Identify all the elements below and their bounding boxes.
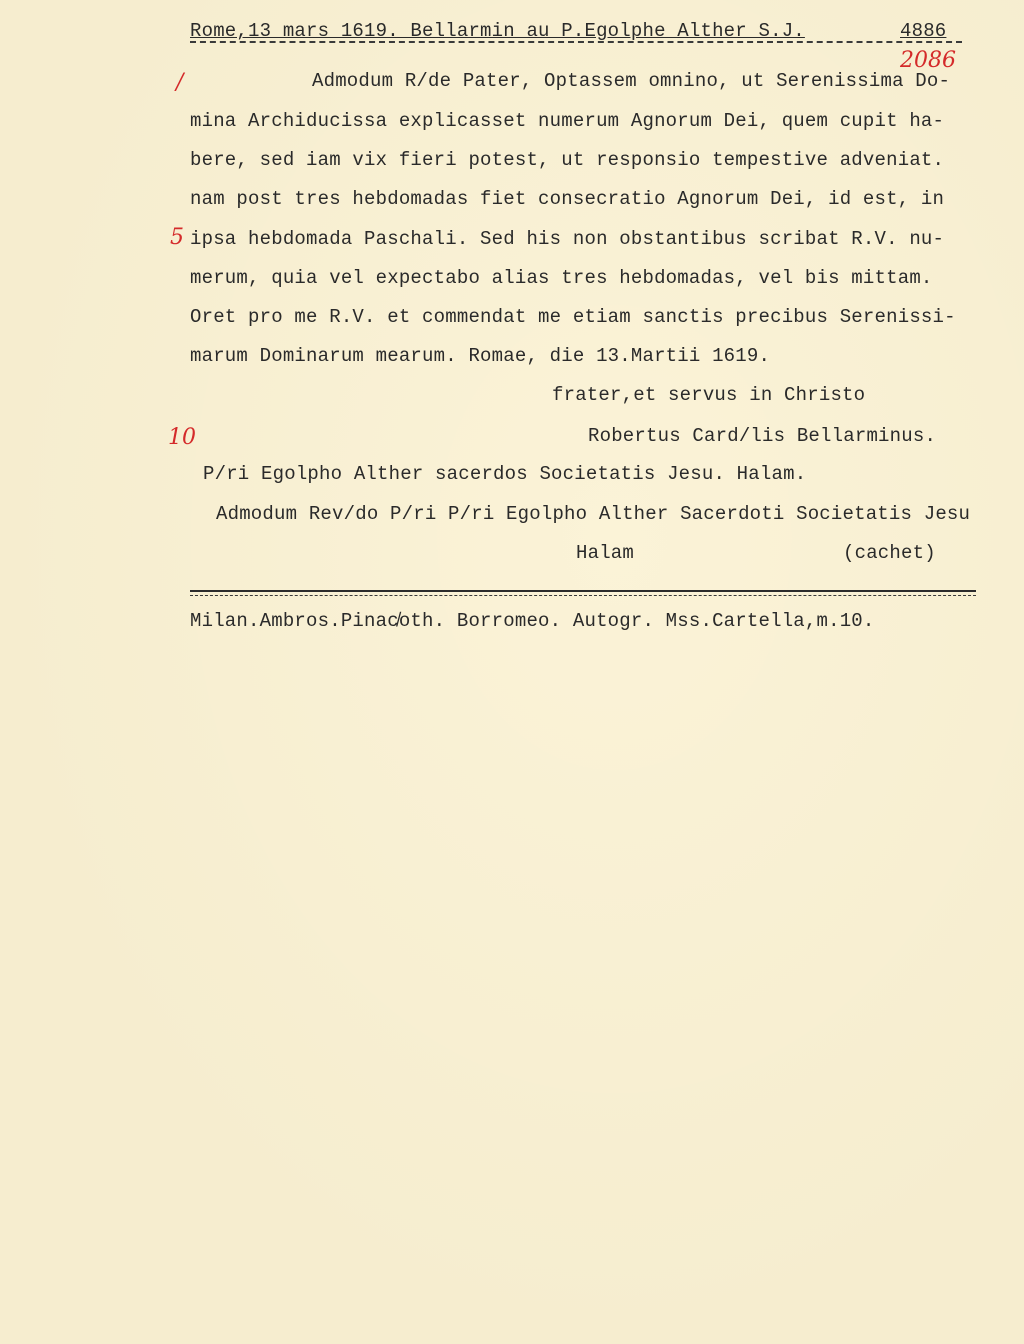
address-line-1: P/ri Egolpho Alther sacerdos Societatis Jesu. Halam. — [203, 463, 807, 485]
body-line-5: ipsa hebdomada Paschali. Sed his non obstantibus scribat R.V. nu- — [190, 228, 945, 250]
header-title: Rome,13 mars 1619. Bellarmin au P.Egolphe Alther S.J. — [190, 20, 805, 42]
header-dashed-underline — [190, 41, 962, 43]
margin-mark-line-5: 5 — [170, 225, 184, 250]
separator-rule-dashed — [190, 595, 976, 596]
body-line-8: marum Dominarum mearum. Romae, die 13.Martii 1619. — [190, 345, 771, 367]
margin-mark-line-1: / — [176, 70, 184, 95]
body-line-2: mina Archiducissa explicasset numerum Agnorum Dei, quem cupit ha- — [190, 110, 945, 132]
handwritten-page-number: 2086 — [900, 48, 956, 73]
address-line-2: Admodum Rev/do P/ri P/ri Egolpho Alther Sacerdoti Societatis Jesu — [216, 503, 971, 525]
body-line-7: Oret pro me R.V. et commendat me etiam sanctis precibus Serenissi- — [190, 306, 956, 328]
signature: Robertus Card/lis Bellarminus. — [588, 425, 937, 447]
body-line-6: merum, quia vel expectabo alias tres hebdomadas, vel bis mittam. — [190, 267, 933, 289]
closing-formula: frater,et servus in Christo — [552, 384, 866, 406]
body-line-4: nam post tres hebdomadas fiet consecratio Agnorum Dei, id est, in — [190, 188, 945, 210]
margin-mark-line-10: 10 — [168, 425, 196, 450]
document-header — [190, 20, 962, 108]
seal-note: (cachet) — [843, 542, 936, 564]
body-line-3: bere, sed iam vix fieri potest, ut responsio tempestive adveniat. — [190, 149, 945, 171]
page-number: 4886 — [900, 20, 947, 42]
separator-rule — [190, 590, 976, 592]
source-reference: Milan.Ambros.Pinac̸oth. Borromeo. Autogr. Mss.Cartella,m.10. — [190, 610, 875, 632]
body-line-1: Admodum R/de Pater, Optassem omnino, ut Serenissima Do- — [312, 70, 951, 92]
address-line-3-halam: Halam — [576, 542, 635, 564]
